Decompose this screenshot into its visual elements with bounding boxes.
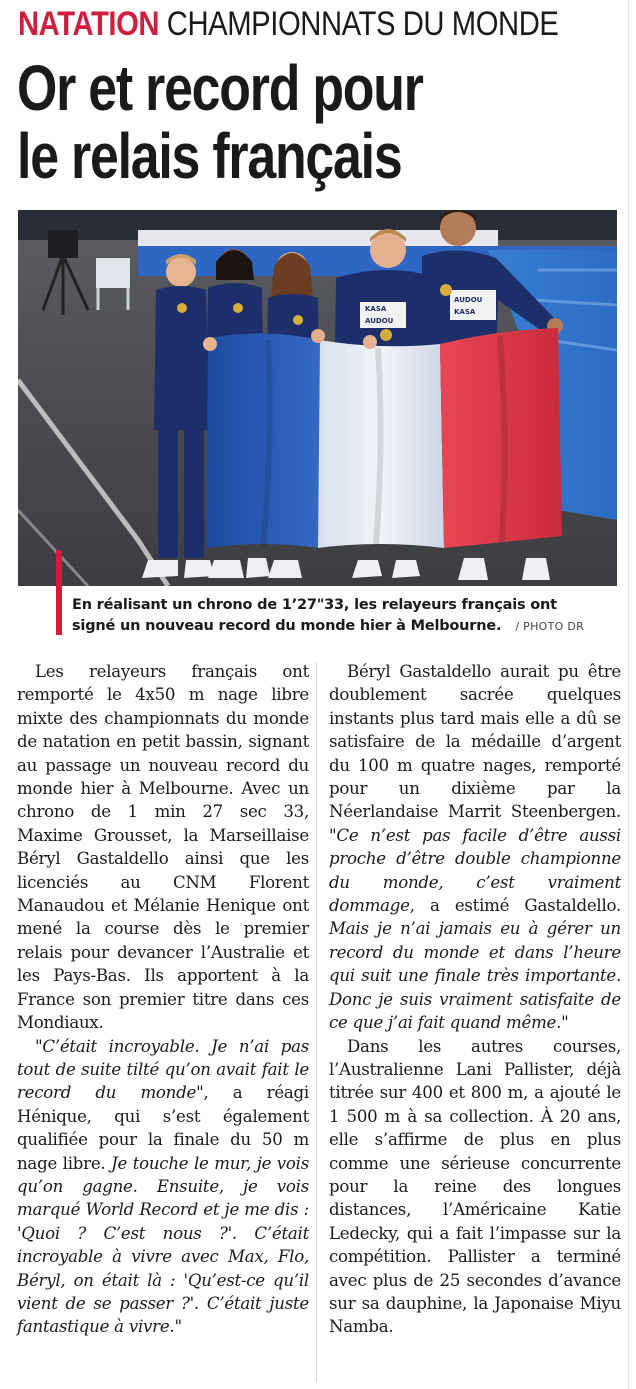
bib-text-1: KASA xyxy=(365,305,387,313)
attribution-henique: ", a réagi Hénique, qui s’est également qualifiée pour la finale du 50 m nage libre. xyxy=(17,1083,309,1173)
relay-team-photo xyxy=(18,210,617,586)
attribution-gastaldello: , a estimé Gastaldello. xyxy=(409,896,621,916)
topic-label: CHAMPIONNATS DU MONDE xyxy=(166,5,559,43)
quote-gastaldello-2: Mais je n’ai jamais eu à gérer un record du monde et dans l’heure qui suit une finale très importante. Donc je suis vraiment satisfaite de ce que j’ai fait quand même. xyxy=(329,919,621,1033)
column-divider xyxy=(316,662,317,1382)
bib-text-2: AUDOU xyxy=(365,317,394,325)
quote-open: " xyxy=(35,1036,43,1056)
caption-line-2: signé un nouveau record du monde hier à Melbourne. xyxy=(72,618,502,634)
gastaldello-intro: Béryl Gastaldello aurait pu être doublement sacrée quelques instants plus tard mais elle a dû se satisfaire de la médaille d’argent du 100 m quatre nages, remporté pour un dixième par la Néerlandaise Marrit Steenbergen. " xyxy=(329,662,621,845)
page-edge-line xyxy=(628,0,629,1389)
paragraph-left-1: Les relayeurs français ont remporté le 4x50 m nage libre mixte des championnats du monde de natation en petit bassin, signant au passage un nouveau record du monde hier à Melbourne. Avec un chrono de 1 min 27 sec 33, Maxime Grousset, la Marseillaise Béryl Gastaldello ainsi que les licenciés au CNM Florent Manaudou et Mélanie Henique ont mené la course dès le premier relais pour devancer l’Australie et les Pays-Bas. Ils apportent à la France son premier titre dans ces Mondiaux. xyxy=(17,662,309,1033)
article-column-left xyxy=(17,660,309,1339)
quote-gastaldello-1: Ce n’est pas facile d’être aussi proche d’être double championne du monde, c’est vraiment dommage xyxy=(329,825,621,916)
quote-close: " xyxy=(174,1317,182,1337)
bib-text-4: KASA xyxy=(454,308,476,316)
paragraph-right-1 xyxy=(329,660,621,1035)
section-kicker xyxy=(18,4,559,44)
caption-line-1: En réalisant un chrono de 1’27"33, les relayeurs français ont xyxy=(72,597,557,613)
quote-close-right: " xyxy=(561,1013,569,1033)
article-column-right xyxy=(329,660,621,1339)
bib-text-3: AUDOU xyxy=(454,296,483,304)
photo-caption xyxy=(72,595,632,637)
caption-accent-bar xyxy=(56,550,62,635)
article-headline xyxy=(17,54,568,190)
paragraph-left-2 xyxy=(17,1035,309,1339)
quote-henique-2: Je touche le mur, je vois qu’on gagne. Ensuite, je vois marqué World Record et je me dis : 'Quoi ? C’est nous ?'. C’était incroyable à vivre avec Max, Flo, Béryl, on était là : 'Qu’est-ce qu’il vient de se passer ?'. C’était juste fantastique à vivre. xyxy=(17,1153,309,1337)
headline-line-2: le relais français xyxy=(17,120,402,192)
article-photo xyxy=(18,210,617,586)
quote-henique-1: C’était incroyable. Je n’ai pas tout de suite tilté qu’on avait fait le record du monde xyxy=(17,1036,309,1103)
photo-credit: / PHOTO DR xyxy=(515,620,585,633)
headline-line-1: Or et record pour xyxy=(17,52,423,124)
section-label: NATATION xyxy=(18,5,160,43)
paragraph-right-2: Dans les autres courses, l’Australienne Lani Pallister, déjà titrée sur 400 et 800 m, a ajouté le 1 500 m à sa collection. À 20 ans, elle s’affirme de plus en plus comme une sérieuse concurrente pour la reine des longues distances, l’Américaine Katie Ledecky, qui a fait l’impasse sur la compétition. Pallister a terminé avec plus de 25 secondes d’avance sur sa dauphine, la Japonaise Miyu Namba. xyxy=(329,1036,621,1337)
